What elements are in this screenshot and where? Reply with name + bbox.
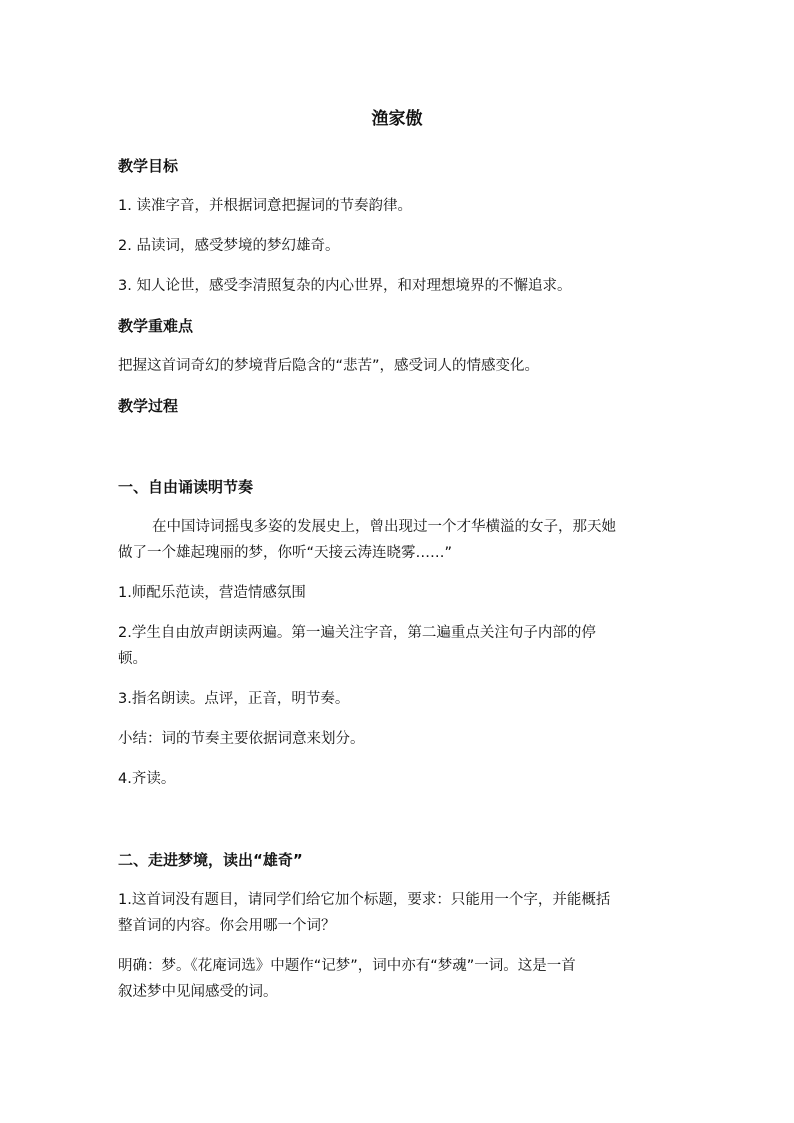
section1-step4: 4.齐读。 [118,771,176,787]
document-title: 渔家傲 [371,109,423,129]
section2-a1-line2: 叙述梦中见闻感受的词。 [118,984,278,1000]
objective-item-3: 3. 知人论世，感受李清照复杂的内心世界，和对理想境界的不懈追求。 [118,278,572,294]
section1-intro-line1: 在中国诗词摇曳多姿的发展史上，曾出现过一个才华横溢的女子，那天她 [152,519,616,535]
key-points-heading: 教学重难点 [118,317,194,335]
process-heading: 教学过程 [118,397,179,415]
section1-step1: 1.师配乐范读，营造情感氛围 [118,585,306,601]
section1-step2-line1: 2.学生自由放声朗读两遍。第一遍关注字音，第二遍重点关注句子内部的停 [118,625,596,641]
section1-summary: 小结：词的节奏主要依据词意来划分。 [118,731,365,747]
objective-item-1: 1. 读准字音，并根据词意把握词的节奏韵律。 [118,198,412,214]
objectives-heading: 教学目标 [118,157,179,175]
section2-heading: 二、走进梦境，读出“雄奇” [118,851,303,869]
section1-step2-line2: 顿。 [118,651,147,667]
objective-item-2: 2. 品读词，感受梦境的梦幻雄奇。 [118,238,340,254]
section1-step3: 3.指名朗读。点评，正音，明节奏。 [118,691,350,707]
section2-a1-line1: 明确：梦。《花庵词选》中题作“记梦”，词中亦有“梦魂”一词。这是一首 [118,958,576,974]
section2-q1-line2: 整首词的内容。你会用哪一个词？ [118,918,336,934]
section1-intro-line2: 做了一个雄起瑰丽的梦，你听“天接云涛连晓雾……” [118,545,453,561]
section2-q1-line1: 1.这首词没有题目，请同学们给它加个标题，要求：只能用一个字，并能概括 [118,892,611,908]
key-points-text: 把握这首词奇幻的梦境背后隐含的“悲苦”，感受词人的情感变化。 [118,358,540,374]
section1-heading: 一、自由诵读明节奏 [118,478,254,496]
